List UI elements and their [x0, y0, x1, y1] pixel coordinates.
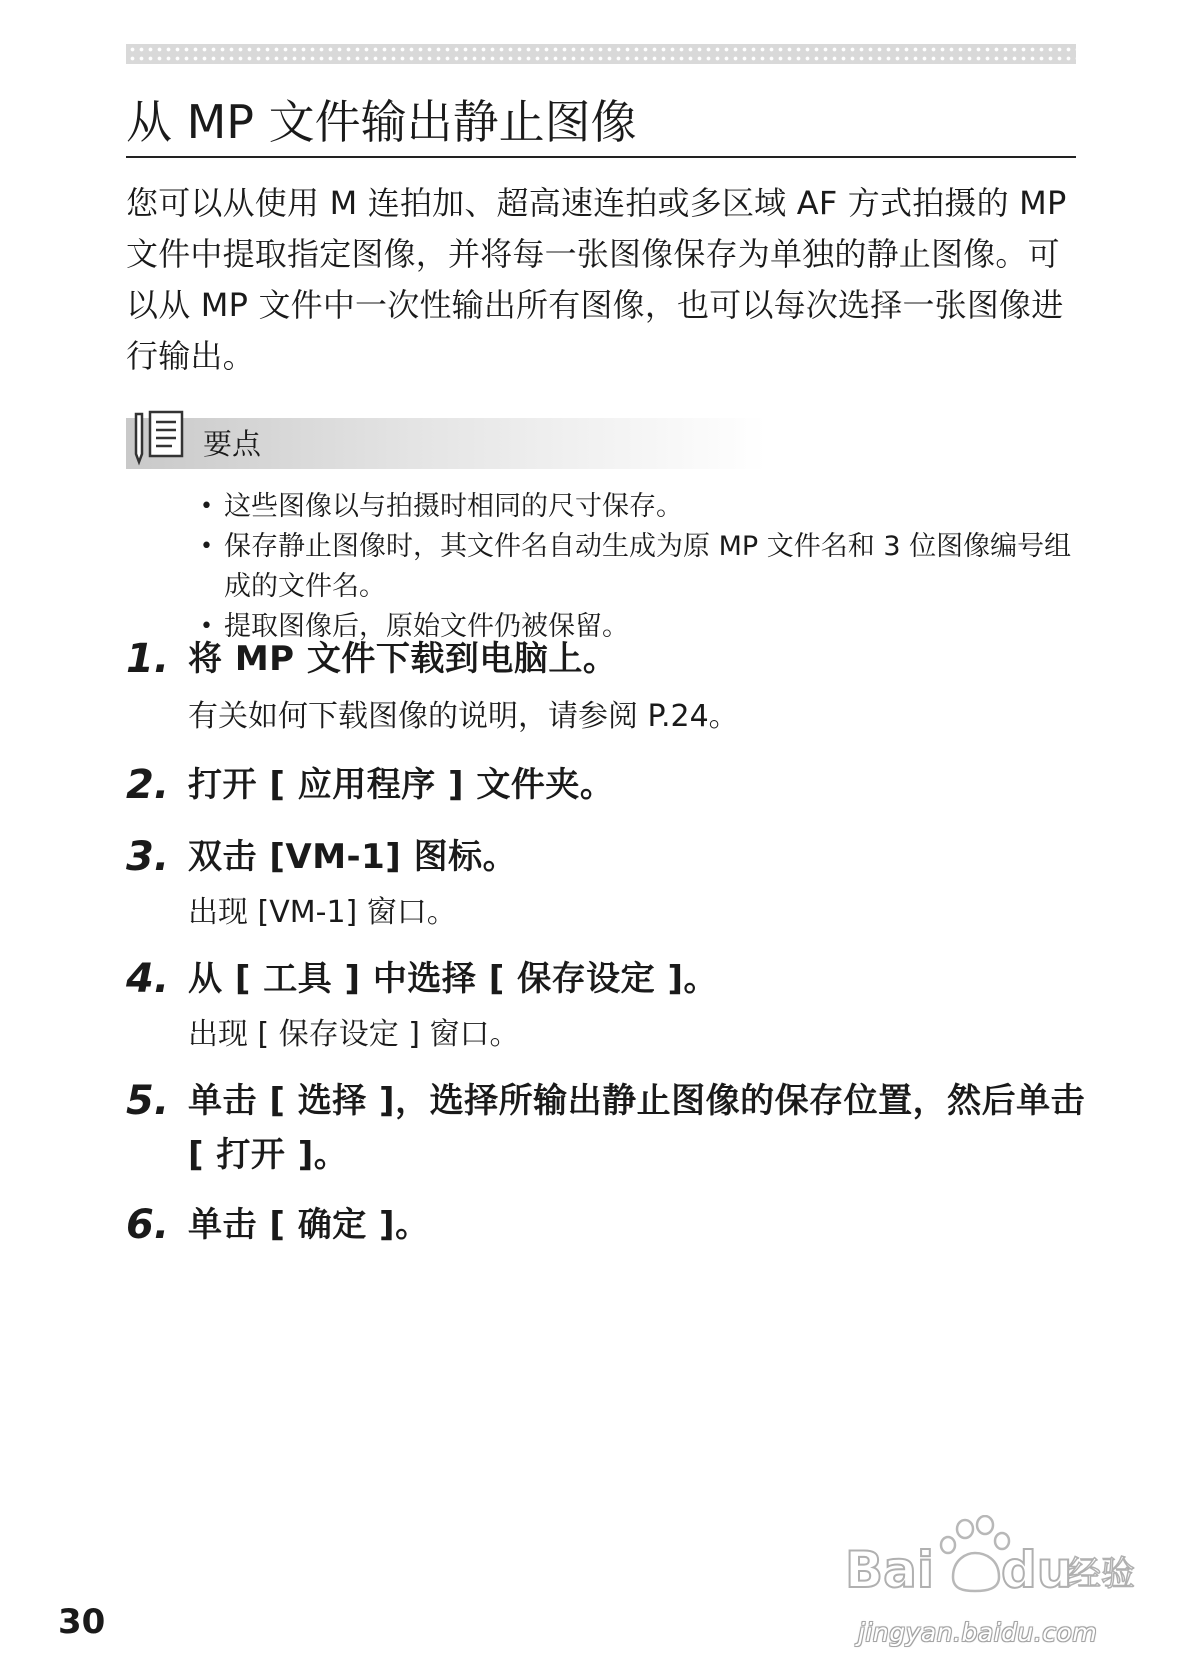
step-2-text: 打开 [ 应用程序 ] 文件夹。	[188, 765, 615, 805]
step-2-number: 2.	[126, 762, 170, 808]
step-5-text: 单击 [ 选择 ]，选择所输出静止图像的保存位置，然后单击 [ 打开 ]。	[188, 1081, 1086, 1175]
header-pattern-band	[126, 44, 1076, 64]
memo-icon	[128, 408, 192, 468]
step-4-number: 4.	[126, 956, 170, 1002]
step-5-number: 5.	[126, 1078, 170, 1124]
note-bullet-item: • 提取图像后，原始文件仍被保留。	[198, 607, 1083, 647]
watermark-url: jingyan.baidu.com	[858, 1618, 1098, 1647]
step-1-text: 将 MP 文件下载到电脑上。	[188, 639, 618, 679]
intro-paragraph: 您可以从使用 M 连拍加、超高速连拍或多区域 AF 方式拍摄的 MP 文件中提取指定图像，并将每一张图像保存为单独的静止图像。可以从 MP 文件中一次性输出所有图像，也可以每次选择一张图像进行输出。	[126, 184, 1067, 375]
step-6-number: 6.	[126, 1202, 170, 1248]
step-3-text: 双击 [VM-1] 图标。	[188, 837, 518, 877]
step-3-number: 3.	[126, 834, 170, 880]
step-1-number: 1.	[126, 636, 170, 682]
note-bullet-item: • 这些图像以与拍摄时相同的尺寸保存。	[198, 487, 1083, 527]
step-3-subtext: 出现 [VM-1] 窗口。	[188, 895, 457, 930]
svg-text:du: du	[1001, 1541, 1073, 1599]
step-4-subtext: 出现 [ 保存设定 ] 窗口。	[188, 1017, 520, 1052]
svg-text:Bai: Bai	[845, 1541, 934, 1599]
page-title: 从 MP 文件输出静止图像	[126, 95, 637, 149]
step-6-text: 单击 [ 确定 ]。	[188, 1205, 430, 1245]
page-number: 30	[58, 1602, 106, 1642]
note-bullet-list	[198, 487, 1083, 647]
note-label: 要点	[203, 427, 262, 461]
svg-text:经验: 经验	[1067, 1554, 1135, 1594]
step-1-subtext: 有关如何下载图像的说明，请参阅 P.24。	[188, 699, 739, 734]
baidu-watermark-logo	[845, 1515, 1135, 1620]
title-underline	[126, 156, 1076, 158]
step-4-text: 从 [ 工具 ] 中选择 [ 保存设定 ]。	[188, 959, 719, 999]
note-bullet-item: • 保存静止图像时，其文件名自动生成为原 MP 文件名和 3 位图像编号组成的文件名。	[198, 527, 1083, 607]
